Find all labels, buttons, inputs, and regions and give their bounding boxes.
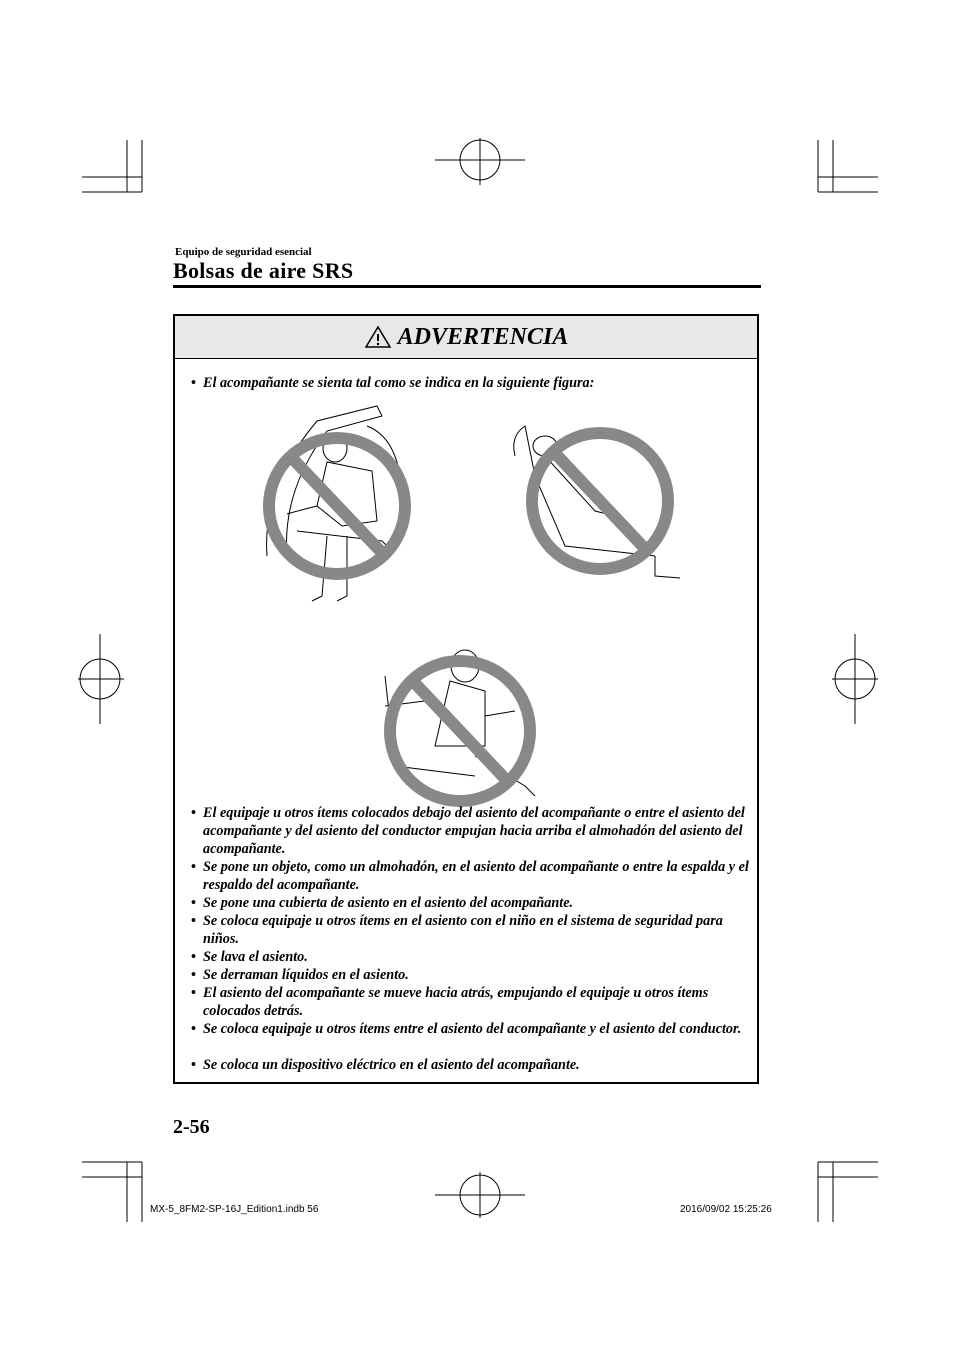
warning-box xyxy=(173,314,759,1084)
page-title: Bolsas de aire SRS xyxy=(173,258,354,283)
warning-item: • Se coloca equipaje u otros ítems en el asiento con el niño en el sistema de seguridad para niños. xyxy=(191,913,723,947)
page-number: 2-56 xyxy=(173,1116,210,1138)
prohibition-icon xyxy=(269,438,405,574)
prohibition-icon xyxy=(532,433,668,569)
warning-header xyxy=(175,316,757,359)
warning-item: • Se pone una cubierta de asiento en el asiento del acompañante. xyxy=(191,895,574,911)
figure-passenger-feet-up xyxy=(365,636,565,816)
warning-label: ADVERTENCIA xyxy=(397,323,569,350)
warning-triangle-icon xyxy=(364,325,392,349)
title-divider xyxy=(173,285,761,288)
footer-file: MX-5_8FM2-SP-16J_Edition1.indb 56 xyxy=(150,1204,319,1215)
warning-item: • Se pone un objeto, como un almohadón, en el asiento del acompañante o entre la espalda y el respaldo del acompañante. xyxy=(191,859,749,893)
warning-item: • Se coloca equipaje u otros ítems entre el asiento del acompañante y el asiento del conductor. xyxy=(191,1021,742,1037)
prohibition-icon xyxy=(390,661,530,801)
warning-item: • Se coloca un dispositivo eléctrico en el asiento del acompañante. xyxy=(191,1057,580,1073)
section-label: Equipo de seguridad esencial xyxy=(175,246,312,258)
warning-item: • Se lava el asiento. xyxy=(191,949,308,965)
warning-intro: • El acompañante se sienta tal como se indica en la siguiente figura: xyxy=(191,375,595,391)
warning-item: • Se derraman líquidos en el asiento. xyxy=(191,967,409,983)
figure-passenger-leaning-forward xyxy=(257,396,417,616)
figure-passenger-reclined-side xyxy=(505,416,695,586)
warning-item: • El equipaje u otros ítems colocados debajo del asiento del acompañante o entre el asiento del acompañante y del asiento del conductor empujan hacia arriba el almohadón del asiento del acompañante. xyxy=(191,805,745,857)
footer-timestamp: 2016/09/02 15:25:26 xyxy=(680,1204,772,1215)
warning-item: • El asiento del acompañante se mueve hacia atrás, empujando el equipaje u otros ítems colocados detrás. xyxy=(191,985,709,1019)
